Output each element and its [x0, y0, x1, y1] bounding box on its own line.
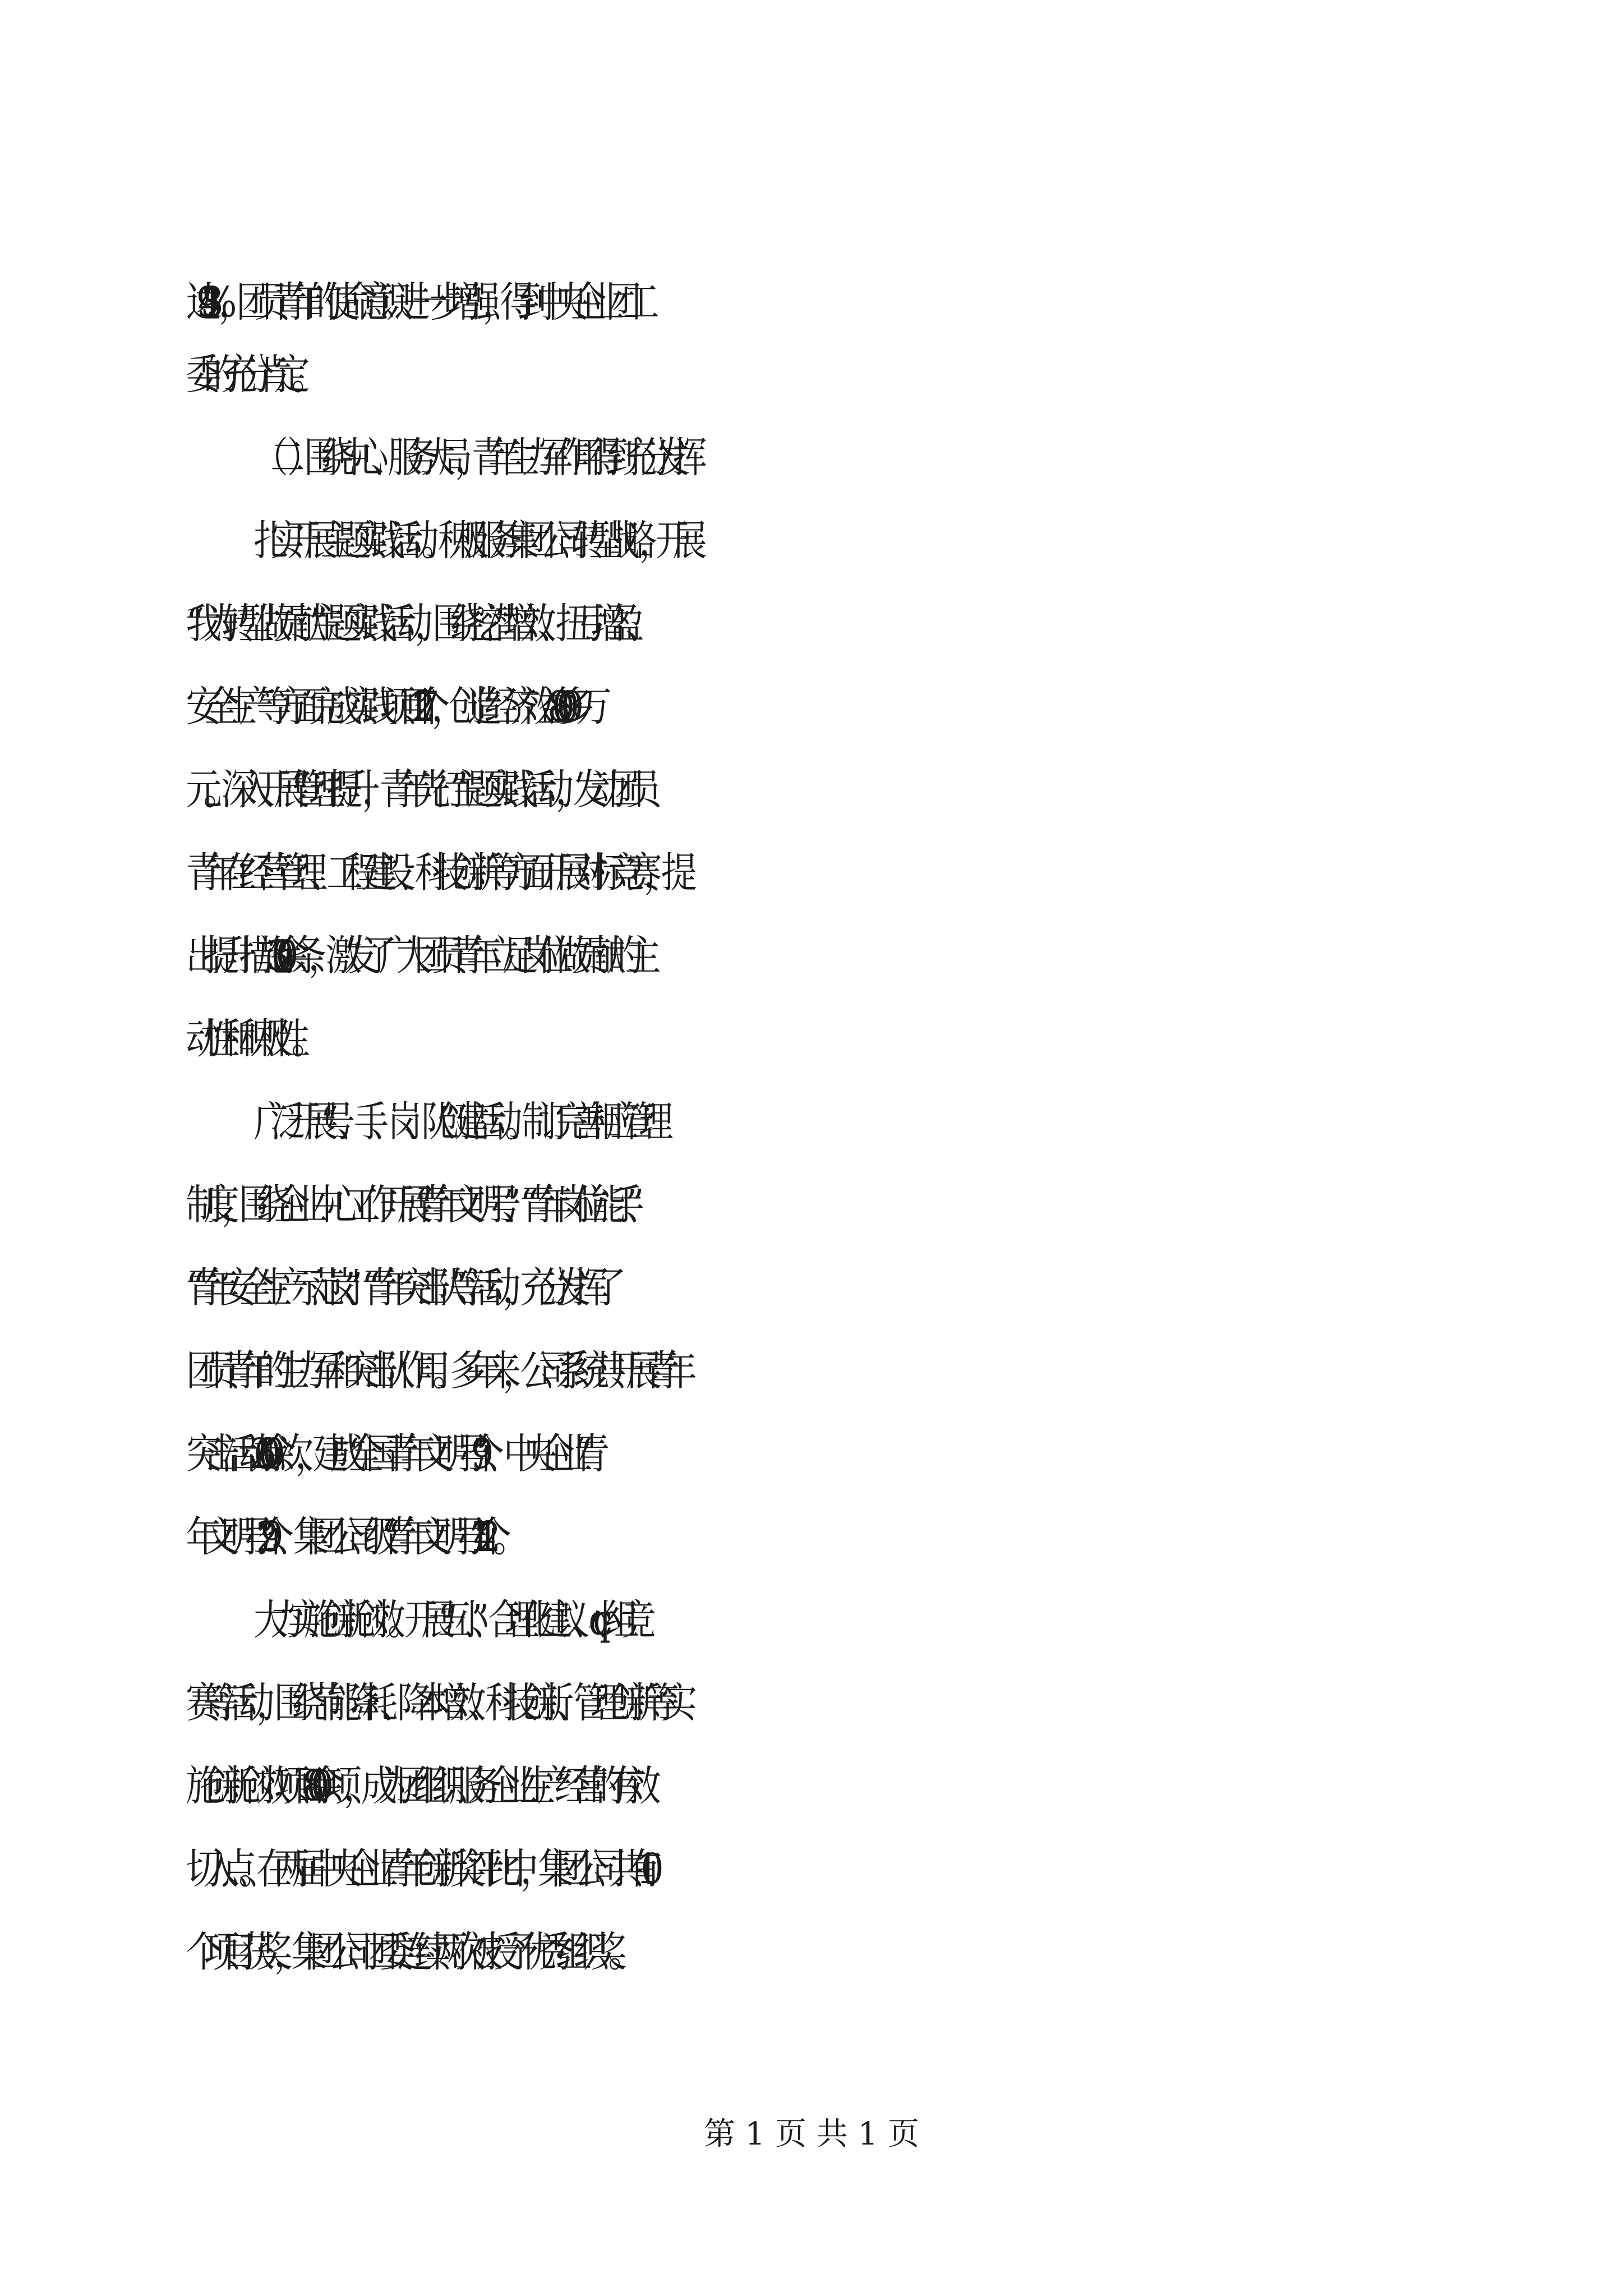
- text-line: 切入点。在两届中央企业青年创新奖评比中，集团公司共有 10: [186, 1845, 645, 1893]
- text-line: 个项目获奖，集团公司团委连续两次被授予优秀组织奖。: [186, 1928, 626, 1976]
- text-line: 年文明号”29 个、集团公司级“青年文明号”142 个。: [186, 1513, 511, 1561]
- text-line: “我为转型做贡献”主题实践活动，围绕挖潜增效、扭亏增盈、: [186, 600, 643, 648]
- text-line: 青年在经营管理、工程建设、科技创新等方面开展对标竞赛，提: [186, 849, 679, 897]
- text-line: “青年安全生产示范岗”、“青年突击队”等活动，充分发挥了: [186, 1264, 608, 1312]
- text-line: 动性和积极性。: [186, 1015, 309, 1063]
- text-line: 达 93.4%，团员青年的使命意识进一步增强，得到中央企业团工: [186, 278, 641, 326]
- text-line: 安全生产等方面完成实践项目 127 个，创造经济效益 8000 多万: [186, 683, 593, 731]
- text-line: 广泛开展“号、手、岗、队”创建活动。制订完善相应管理: [253, 1098, 656, 1146]
- text-line: 突击活动 2600 余次，建成“全国青年文明号”9 个、中央企业“青: [186, 1430, 592, 1478]
- text-line: 制度，围绕企业中心工作开展“青年文明号”、“青年岗位能手”、: [186, 1181, 643, 1229]
- section-heading: （二）围绕中心、服务大局，青年生力军作用得到充分发挥: [253, 434, 690, 482]
- text-line: 赛等活动，围绕节能降耗、降本增效、科技创新、管理创新等实: [186, 1679, 679, 1727]
- text-line: 大力实施创新创效。开展“五小”、合理化建议、qc 小组竞: [253, 1596, 638, 1644]
- text-line: 施创新创效项目 800 余项，成为团组织服务企业生产经营的有效: [186, 1762, 643, 1810]
- text-line: 出提升措施 300 余条，激发了广大团员青年立足岗位做贡献的主: [186, 932, 643, 980]
- text-line: 元。深入开展“管理提升，青年先行”主题实践活动，发动团员: [186, 766, 643, 814]
- text-line: 委的充分肯定。: [186, 351, 309, 399]
- page-footer: 第 1 页 共 1 页: [703, 2116, 920, 2152]
- text-line: 扎实开展主题实践活动。积极服务集团公司转型战略，开展: [253, 517, 690, 565]
- text-line: 团员青年的生力军和突击队作用。多年来，公司系统共开展青年: [186, 1347, 679, 1395]
